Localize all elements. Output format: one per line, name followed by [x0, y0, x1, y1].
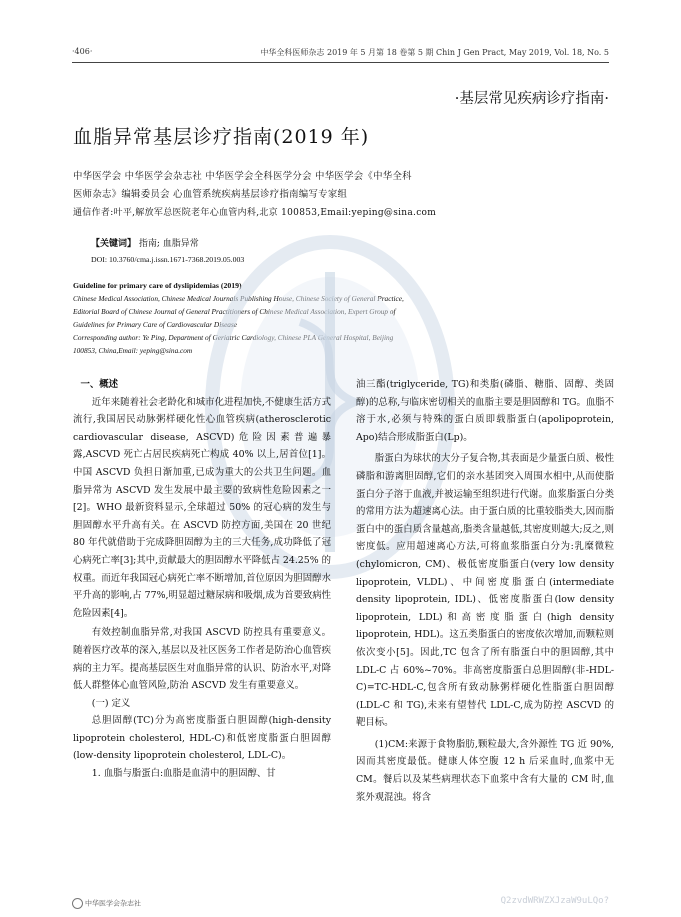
logo-icon — [72, 898, 83, 909]
page-title: 血脂异常基层诊疗指南(2019 年) — [73, 126, 370, 148]
english-corresponding-1: Corresponding author: Ye Ping, Department of Geriatric Cardiology, Chinese PLA General Hospital, Beijing — [73, 333, 394, 342]
paragraph: 脂蛋白为球状的大分子复合物,其表面是少量蛋白质、极性磷脂和游离胆固醇,它们的亲水基团突入周围水相中,从而使脂蛋白分子溶于血液,并被运输至组织进行代谢。血浆脂蛋白分类的常用方法为超速离心法。由于蛋白质的比重较脂类大,因而脂蛋白中的蛋白质含量越高,脂类含量越低,其密度则越大;反之,则密度低。应用超速离心方法,可将血浆脂蛋白分为:乳糜微粒(chylomicron, CM)、极低密度脂蛋白(very low density lipoprotein, VLDL)、中间密度脂蛋白(intermediate density lipoprotein, IDL)、低密度脂蛋白(low density lipoprotein, LDL)和高密度脂蛋白(high density lipoprotein, HDL)。这五类脂蛋白的密度依次增加,而颗粒则依次变小[5]。因此,TC 包含了所有脂蛋白中的胆固醇,其中 LDL-C 占 60%~70%。非高密度脂蛋白总胆固醇(非-HDL-C)=TC-HDL-C,包含所有致动脉粥样硬化性脂蛋白胆固醇(LDL-C 和 TG),未来有望替代 LDL-C,成为防控 ASCVD 的靶目标。 — [356, 453, 614, 729]
english-title: Guideline for primary care of dyslipidemias (2019) — [73, 281, 242, 290]
header-rule — [72, 62, 609, 63]
column-title: ·基层常见疾病诊疗指南· — [454, 91, 609, 107]
keywords-label: 【关键词】 — [91, 239, 137, 249]
english-corresponding-2: 100853, China,Email: yeping@sina.com — [73, 346, 193, 355]
publisher-logo-text: 中华医学会杂志社 — [85, 899, 141, 908]
publisher-logo — [72, 898, 141, 909]
english-affiliation-2: Editorial Board of Chinese Journal of General Practitioners of Chinese Medical Association, Expert Group of — [73, 307, 396, 316]
subsection-heading-definition: (一) 定义 — [91, 697, 131, 709]
paragraph: 1. 血脂与脂蛋白:血脂是血清中的胆固醇、甘 — [91, 768, 276, 780]
correspondence: 通信作者:叶平,解放军总医院老年心血管内科,北京 100853,Email:yeping@sina.com — [73, 208, 437, 218]
right-column — [356, 376, 614, 806]
keywords-text: 指南; 血脂异常 — [136, 239, 199, 249]
english-affiliation-3: Guidelines for Primary Care of Cardiovascular Disease — [73, 320, 238, 329]
footer-code: Q2zvdWRWZXJzaW9uLQo? — [500, 896, 609, 906]
authors-block — [73, 168, 613, 222]
english-affiliation-1: Chinese Medical Association, Chinese Medical Journals Publishing House, Chinese Society of General Practice, — [73, 294, 404, 303]
paragraph: 总胆固醇(TC)分为高密度脂蛋白胆固醇(high-density lipoprotein cholesterol, HDL-C)和低密度脂蛋白胆固醇(low-density lipoprotein cholesterol, LDL-C)。 — [73, 715, 331, 762]
page-number: ·406· — [72, 47, 93, 56]
paragraph: (1)CM:来源于食物脂肪,颗粒最大,含外源性 TG 近 90%,因而其密度最低。健康人体空腹 12 h 后采血时,血浆中无 CM。餐后以及某些病理状态下血浆中含有大量的 CM 时,血浆外观混浊。将含 — [356, 738, 614, 803]
paragraph: 近年来随着社会老龄化和城市化进程加快,不健康生活方式流行,我国居民动脉粥样硬化性心血管疾病(atherosclerotic cardiovascular disease, ASCVD)危险因素普遍暴露,ASCVD 死亡占居民疾病死亡构成 40% 以上,居首位[1]。中国 ASCVD 负担日渐加重,已成为重大的公共卫生问题。血脂异常为 ASCVD 发生发展中最主要的致病性危险因素之一[2]。WHO 最新资料显示,全球超过 50% 的冠心病的发生与胆固醇水平升高有关。在 ASCVD 防控方面,美国在 20 世纪 80 年代就借助于完成降胆固醇为主的三大任务,成功降低了冠心病死亡率[3];其中,贡献最大的胆固醇水平降低占 24.25% 的权重。而近年我国冠心病死亡率不断增加,首位原因为胆固醇水平升高的影响,占 77%,明显超过糖尿病和吸烟,成为首要致病性危险因素[4]。 — [73, 396, 332, 619]
authors-line-2: 医师杂志》编辑委员会 心血管系统疾病基层诊疗指南编写专家组 — [73, 189, 348, 200]
authors-line-1: 中华医学会 中华医学会杂志社 中华医学会全科医学分会 中华医学会《中华全科 — [73, 171, 412, 182]
paragraph: 油三酯(triglyceride, TG)和类脂(磷脂、糖脂、固醇、类固醇)的总称,与临床密切相关的血脂主要是胆固醇和 TG。血脂不溶于水,必须与特殊的蛋白质即载脂蛋白(apolipoprotein, Apo)结合形成脂蛋白(Lp)。 — [356, 379, 614, 443]
left-column — [73, 376, 331, 783]
doi: DOI: 10.3760/cma.j.issn.1671-7368.2019.05.003 — [91, 255, 245, 264]
journal-info: 中华全科医师杂志 2019 年 5 月第 18 卷第 5 期 Chin J Gen Pract, May 2019, Vol. 18, No. 5 — [260, 48, 609, 57]
section-heading-overview: 一、概述 — [80, 379, 119, 390]
paragraph: 有效控制血脂异常,对我国 ASCVD 防控具有重要意义。随着医疗改革的深入,基层以及社区医务工作者是防治心血管疾病的主力军。提高基层医生对血脂异常的认识、防治水平,对降低人群整体心血管风险,防治 ASCVD 发生有重要意义。 — [73, 627, 331, 692]
keywords — [91, 236, 199, 249]
english-block — [73, 279, 613, 357]
